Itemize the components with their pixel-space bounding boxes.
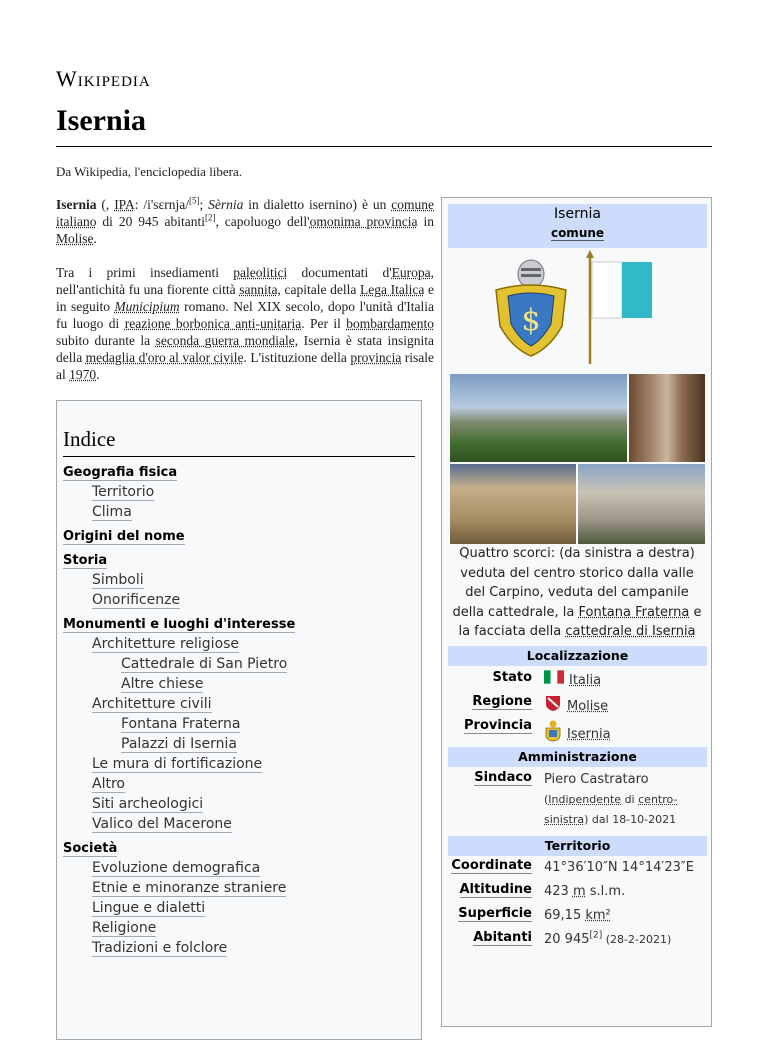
label-coordinate: Coordinate: [451, 858, 532, 873]
photo-cattedrale: [578, 464, 705, 544]
lead-paragraph-2: [56, 264, 434, 383]
toc-item-label: Valico del Macerone: [92, 816, 232, 832]
toc-item-label: Palazzi di Isernia: [121, 736, 238, 752]
infobox-image-caption: [450, 544, 704, 642]
toc-item: [63, 527, 415, 546]
toc-list: [63, 463, 415, 958]
value-sindaco: [544, 770, 704, 830]
toc-item-label: Siti archeologici: [92, 796, 204, 812]
coalition-link: centro-sinistra: [544, 793, 678, 826]
wikipedia-wordmark: Wikipedia: [56, 66, 151, 91]
table-of-contents: [56, 400, 422, 1040]
value-coordinate: 41°36′10″N 14°14′23″E: [544, 860, 694, 875]
toc-item: [63, 754, 415, 774]
ipa-link: IPA: [114, 197, 135, 212]
toc-item-label: Lingue e dialetti: [92, 900, 206, 916]
city-flag-image: [580, 250, 662, 366]
sindaco-paren: (: [544, 793, 549, 806]
toc-item-label: Società: [63, 841, 118, 856]
reazione-link: reazione borbonica anti-unitaria: [124, 316, 302, 331]
toc-item-label: Altro: [92, 776, 125, 792]
coat-of-arms-image: [490, 256, 572, 360]
svg-text:$: $: [521, 303, 541, 338]
toc-item: [63, 938, 415, 958]
title-divider: [56, 146, 712, 147]
toc-item: [63, 734, 415, 754]
toc-item: [63, 674, 415, 694]
paleolitici-link: paleolitici: [233, 265, 288, 280]
molise-coat-icon: [544, 694, 562, 719]
value-stato: [544, 670, 704, 691]
toc-item: [63, 590, 415, 610]
lega-italica-link: Lega Italica: [360, 282, 425, 297]
photo-fontana-fraterna: [450, 464, 576, 544]
toc-title: Indice: [63, 427, 415, 457]
medaglia-link: medaglia d'oro al valor civile: [85, 350, 244, 365]
subject-name: Isernia: [56, 197, 97, 212]
toc-item: [63, 463, 415, 482]
toc-item: [63, 918, 415, 938]
value-regione: [544, 694, 704, 719]
seconda-guerra-link: seconda guerra mondiale: [155, 333, 295, 348]
lead-text: in dialetto isernino) è un: [243, 197, 392, 212]
toc-item-label: Religione: [92, 920, 157, 936]
sannita-link: sannita: [239, 282, 278, 297]
toc-item-label: Tradizioni e folclore: [92, 940, 228, 956]
toc-item: [63, 858, 415, 878]
infobox-type-link: comune: [550, 226, 605, 240]
infobox-header: [448, 204, 707, 248]
lead-text: in: [417, 214, 434, 229]
lead-text: , capitale della: [277, 282, 361, 297]
caption-text: Quattro scorci: (da sinistra a destra) veduta del centro storico dalla valle del Carpino, veduta del campanile della cattedrale, la: [452, 546, 695, 620]
caption-text: e la facciata della: [458, 604, 702, 639]
toc-item: [63, 794, 415, 814]
toc-item-label: Onorificenze: [92, 592, 181, 608]
photo-campanile: [629, 374, 705, 462]
label-stato: Stato: [492, 670, 532, 685]
provincia-value-link: Isernia: [567, 727, 611, 742]
toc-item-label: Architetture civili: [92, 696, 212, 712]
label-superficie: Superficie: [458, 906, 532, 921]
section-territorio: Territorio: [448, 836, 707, 856]
label-abitanti: Abitanti: [473, 930, 532, 945]
ref-5: [5]: [188, 195, 200, 206]
lead-text: di 20 945 abitanti: [96, 214, 205, 229]
sindaco-name: Piero Castrataro: [544, 772, 649, 787]
toc-item: [63, 898, 415, 918]
lead-text: ;: [199, 197, 209, 212]
label-sindaco: Sindaco: [474, 770, 532, 785]
fontana-fraterna-link: Fontana Fraterna: [578, 604, 690, 620]
section-localizzazione: Localizzazione: [448, 646, 707, 666]
toc-item-label: Geografia fisica: [63, 465, 178, 480]
provincia-link: omonima provincia: [309, 214, 418, 229]
lead-text: .: [96, 367, 100, 382]
stato-link: Italia: [569, 673, 602, 688]
toc-item-label: Architetture religiose: [92, 636, 240, 652]
toc-item-label: Altre chiese: [121, 676, 204, 692]
lead-text: romano. Nel XIX secolo, dopo l'unità d'Italia fu luogo di: [56, 299, 434, 331]
sindaco-since: ) dal 18-10-2021: [584, 813, 677, 826]
lead-paragraph-1: [56, 196, 434, 247]
provincia-istituzione-link: provincia: [350, 350, 402, 365]
lead-text: , nell'antichità fu una fiorente città: [56, 265, 434, 297]
unit-m-link: m: [572, 884, 586, 899]
regione-link: Molise: [567, 699, 609, 714]
lead-text: , Isernia è stata insignita della: [56, 333, 434, 365]
unit-km2-link: km²: [585, 908, 611, 923]
cattedrale-link: cattedrale di Isernia: [565, 624, 696, 639]
bombardamento-link: bombardamento: [346, 316, 435, 331]
toc-item-label: Clima: [92, 504, 132, 520]
toc-item: [63, 482, 415, 502]
toc-item-label: Monumenti e luoghi d'interesse: [63, 617, 296, 632]
toc-item: [63, 714, 415, 734]
toc-item-label: Fontana Fraterna: [121, 716, 241, 732]
label-regione: Regione: [472, 694, 532, 709]
dialect-name: Sèrnia: [208, 197, 244, 212]
lead-text: , capoluogo dell': [215, 214, 310, 229]
value-abitanti: 20 945[2] (28-2-2021): [544, 930, 672, 947]
toc-item: [63, 694, 415, 714]
abitanti-ref: [2]: [589, 930, 603, 941]
tagline: Da Wikipedia, l'enciclopedia libera.: [56, 164, 243, 179]
label-altitudine: Altitudine: [459, 882, 532, 897]
lead-text: .: [93, 231, 97, 246]
infobox: [441, 197, 712, 1027]
lead-text: subito durante la: [56, 333, 156, 348]
toc-item: [63, 551, 415, 570]
toc-item: [63, 814, 415, 834]
toc-item-label: Territorio: [92, 484, 155, 500]
year-1970-link: 1970: [69, 367, 97, 382]
toc-item-label: Cattedrale di San Pietro: [121, 656, 288, 672]
italy-flag-icon: [544, 670, 564, 691]
value-provincia: [544, 720, 704, 749]
toc-item: [63, 570, 415, 590]
section-amministrazione: Amministrazione: [448, 747, 707, 767]
toc-item-label: Storia: [63, 553, 108, 568]
lead-text: : /i'sɛrnja/: [134, 197, 189, 212]
molise-link: Molise: [56, 231, 94, 246]
value-superficie: 69,15 km²: [544, 908, 611, 923]
toc-item-label: Le mura di fortificazione: [92, 756, 263, 772]
photo-centro-storico: [450, 374, 627, 462]
sindaco-di: di: [621, 793, 639, 806]
toc-item-label: Simboli: [92, 572, 144, 588]
lead-text: documentati d': [287, 265, 392, 280]
label-provincia: Provincia: [464, 718, 532, 733]
value-altitudine: 423 m s.l.m.: [544, 884, 626, 899]
toc-item: [63, 774, 415, 794]
toc-item: [63, 615, 415, 634]
party-link: Indipendente: [548, 793, 622, 806]
toc-item: [63, 839, 415, 858]
lead-text: (,: [96, 197, 115, 212]
municipium-link: Municipium: [114, 299, 180, 314]
lead-text: . L'istituzione della: [243, 350, 351, 365]
toc-item-label: Etnie e minoranze straniere: [92, 880, 287, 896]
toc-item: [63, 878, 415, 898]
lead-text: Tra i primi insediamenti: [56, 265, 234, 280]
page-title: Isernia: [56, 104, 146, 137]
europa-link: Europa: [391, 265, 431, 280]
toc-item: [63, 654, 415, 674]
toc-item-label: Evoluzione demografica: [92, 860, 261, 876]
ref-2: [2]: [204, 212, 216, 223]
lead-text: risale al: [56, 350, 434, 382]
toc-item-label: Origini del nome: [63, 529, 185, 544]
provincia-coat-icon: [544, 720, 562, 749]
lead-text: e in seguito: [56, 282, 434, 314]
comune-link: comune italiano: [56, 197, 434, 229]
lead-text: . Per il: [301, 316, 347, 331]
infobox-title: Isernia: [554, 206, 601, 222]
toc-item: [63, 634, 415, 654]
toc-item: [63, 502, 415, 522]
